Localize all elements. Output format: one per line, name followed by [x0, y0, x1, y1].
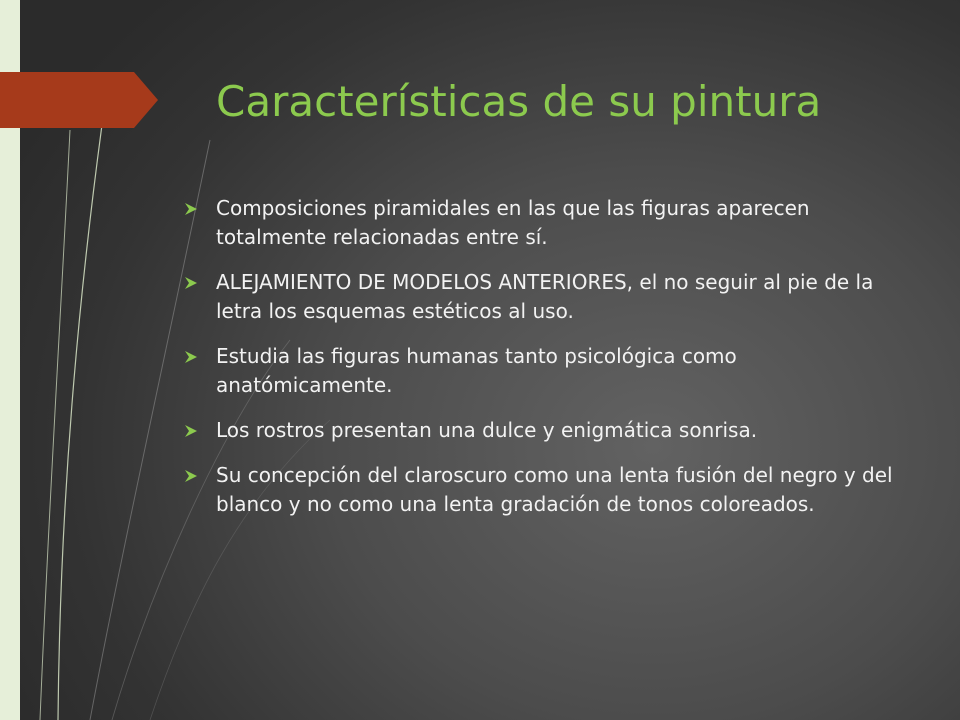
bullet-text: ALEJAMIENTO DE MODELOS ANTERIORES, el no seguir al pie de la letra los esquemas estéticos al uso.: [216, 270, 874, 323]
bullet-text: Composiciones piramidales en las que las figuras aparecen totalmente relacionadas entre sí.: [216, 196, 810, 249]
bullet-item: [184, 461, 904, 519]
bullet-text: Su concepción del claroscuro como una lenta fusión del negro y del blanco y no como una lenta gradación de tonos coloreados.: [216, 463, 893, 516]
arrowhead-bullet-icon: [184, 350, 198, 364]
bullet-item: [184, 268, 904, 326]
bullet-list: [184, 194, 904, 535]
bullet-item: [184, 194, 904, 252]
slide-title: Características de su pintura: [216, 77, 822, 126]
left-decorative-strip: [0, 0, 20, 720]
arrowhead-bullet-icon: [184, 202, 198, 216]
bullet-item: [184, 342, 904, 400]
arrowhead-bullet-icon: [184, 276, 198, 290]
arrowhead-bullet-icon: [184, 424, 198, 438]
bullet-text: Los rostros presentan una dulce y enigmática sonrisa.: [216, 418, 758, 442]
title-arrow-banner-icon: [0, 0, 160, 720]
bullet-text: Estudia las figuras humanas tanto psicológica como anatómicamente.: [216, 344, 737, 397]
arrowhead-bullet-icon: [184, 469, 198, 483]
bullet-item: [184, 416, 904, 445]
